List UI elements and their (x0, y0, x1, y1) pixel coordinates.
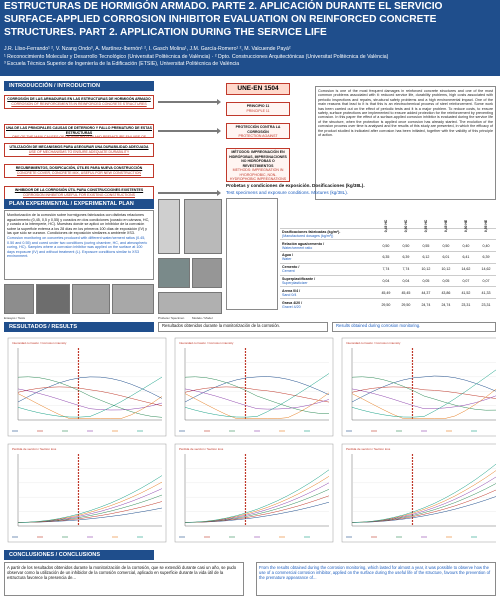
table-cell: 0,05 (436, 275, 456, 287)
intro-heading: INTRODUCCIÓN / INTRODUCTION (4, 81, 154, 91)
results-charts (4, 336, 496, 546)
table-cell: 0,50 (436, 240, 456, 252)
chart-title: Pérdida de sección / Section loss (12, 447, 57, 451)
table-cell: 0,04 (396, 275, 416, 287)
table-cell: 23,31 (476, 299, 496, 310)
table-row-label: Cemento / Cement (280, 263, 376, 275)
arrow-3 (158, 192, 218, 194)
table-cell: 0,50 (376, 240, 396, 252)
table-cell: 45,49 (376, 287, 396, 299)
table-cell: 0,07 (456, 275, 476, 287)
table-cell: 0,04 (376, 275, 396, 287)
principle-box (226, 102, 290, 116)
table-row (280, 263, 496, 275)
model-diagram (158, 292, 222, 314)
table-cell: 7,74 (376, 263, 396, 275)
table-cell: 0,07 (476, 275, 496, 287)
intro-box-1-es: CORROSIÓN DE LAS ARMADURAS EN LAS ESTRUCTURAS DE HORMIGÓN ARMADO (7, 97, 151, 101)
author-block (4, 46, 496, 69)
plan-text-es: Monitorización de la corrosión sobre hormigones fabricados con distintas relaciones agua/cemento (0,45, 0,5 y 0,55) y curados en dos condiciones (curado en cámara, HC, y curado a la intemperie, HC). Muestras donde se aplicó un inhibidor de la corrosión sobre la superficie externa a los 28 días en los primeros 100 días de exposición (IV) y las que sólo se curaron. Condiciones de exposición similares a ambiente XS3. (7, 213, 150, 236)
table-header-label (280, 198, 376, 228)
chart-panel (8, 338, 166, 436)
intro-box-3 (4, 143, 154, 157)
results-caption-es: Resultados obtenidos durante la monitorización de la corrosión. (158, 322, 328, 332)
principle-en: PRINCIPLE 11 (246, 108, 270, 113)
table-cell: 6,39 (476, 252, 496, 264)
table-header-row (280, 198, 496, 228)
sample-photo-1 (158, 258, 190, 288)
authors: J.R. Lliso-Ferrando¹ ², V. Nzang Ondo³, A. Martínez-Ibernón¹ ², I. Gasch Molina¹, J.M. García-Romero¹ ², M. Valcuende Payá² (4, 46, 291, 52)
table-cell: 24,74 (416, 299, 436, 310)
methods-es: MÉTODOS: IMPREGNACIÓN EN HIDRÓFOBAS, IMPREGNACIONES NO HIDRÓFOBAS O REVESTIMIENTOS (229, 150, 287, 168)
table-cell: 6,41 (456, 252, 476, 264)
chart-title: Intensidad corrosión / Corrosion intensity (346, 341, 401, 345)
intro-box-2-en: ONE OF THE MAIN CAUSES OF DETERIORATION AND PREMATURE FAILURE OF (12, 135, 146, 138)
table-row (280, 275, 496, 287)
chart-title: Pérdida de sección / Section loss (346, 447, 391, 451)
chart-panel (342, 338, 496, 436)
table-cell: 23,31 (456, 299, 476, 310)
table-row-label: Grava 4/20 / Gravel 4/20 (280, 299, 376, 310)
table-row (280, 252, 496, 264)
table-cell: 10,12 (416, 263, 436, 275)
table-row-label: Relación agua/cemento / Water/cement ratio (280, 240, 376, 252)
table-cell: 0,55 (416, 240, 436, 252)
plan-heading: PLAN EXPERIMENTAL / EXPERIMENTAL PLAN (4, 199, 154, 209)
conclusions-text-en: From the results obtained during the corrosion monitoring, which lasted for almost a year, it was possible to observe how the use of a commercial corrosion inhibitor, applied on the surface during the useful life of the structure, favours the prevention of the premature appearance of... (256, 562, 496, 596)
intro-box-1-en: CORROSION OF REINFORCEMENTS IN REINFORCED CONCRETE STRUCTURES (11, 101, 147, 106)
intro-box-4-en: CONCRETE COVER, CONCRETE MIX, USEFUL FOR NEW CONSTRUCTION (16, 170, 142, 175)
title-line-3: STRUCTURES. PART 2. APPLICATION DURING THE SERVICE LIFE (4, 27, 327, 38)
intro-box-5-es: INHIBIDOR DE LA CORROSIÓN ÚTIL PARA CONSTRUCCIONES EXISTENTES (14, 188, 144, 192)
table-cell: 6,39 (396, 252, 416, 264)
methods-box (226, 148, 290, 182)
table-col-header: 0,50 HE (463, 219, 468, 232)
photo-caption-2: Probeta / Specimen (158, 316, 185, 320)
table-title-en: Test specimens and exposure conditions. Mixtures (kg/38L). (226, 189, 349, 195)
lab-photo-2 (36, 284, 70, 314)
table-title (226, 183, 496, 196)
table-cell: 43,86 (436, 287, 456, 299)
table-side-box (226, 198, 278, 310)
table-cell: 10,12 (436, 263, 456, 275)
table-cell: 44,37 (416, 287, 436, 299)
intro-box-4-es: RECUBRIMIENTOS, DOSIFICACIÓN, ÚTILES PARA NUEVA CONSTRUCCIÓN (15, 166, 143, 170)
table-cell: 6,01 (436, 252, 456, 264)
intro-box-3-es: UTILIZACIÓN DE MECANISMOS PARA ASEGURAR UNA DURABILIDAD ADECUADA (9, 145, 149, 149)
principle-es: PRINCIPIO 11 (246, 104, 270, 108)
sample-photo-2 (192, 258, 222, 288)
affiliations: ¹ Reconocimiento Molecular y Desarrollo Tecnológico (Universitat Politècnica de València) · ² Dpto. Construcciones Arquitectónicas (Universitat Politècnica de València) (4, 53, 389, 60)
dosage-table (280, 198, 496, 310)
table-cell: 0,50 (396, 240, 416, 252)
table-cell: 14,62 (476, 263, 496, 275)
table-row-label: Dosificaciones fabricadas (kg/m³). (Manufactured dosages (kg/m³)) (280, 228, 376, 240)
table-col-header: 0,45 HC (383, 219, 388, 232)
photo-caption-1: Ensayos / Tests (4, 316, 25, 320)
plan-text-en: Corrosion monitoring on concretes produced with different water/cement ratios (0.45, 0.50 and 0.55) and cured under two conditions (curing chamber, HC, and atmospheric curing, HC). Samples where a corrosion inhibitor was applied on the surface at 100 days exposure (IV) and without treatment (L). Exposure conditions similar to XS3 environment. (7, 235, 148, 259)
intro-box-5-en: CORROSION INHIBITOR USEFUL FOR EXISTING CONSTRUCTIONS (22, 192, 135, 197)
protection-es: PROTECCIÓN CONTRA LA CORROSIÓN (235, 125, 281, 134)
table-col-header: 0,45 HE (443, 219, 448, 232)
table-col-header: 0,55 HC (423, 219, 428, 232)
table-col-header: 0,50 HC (403, 219, 408, 232)
intro-box-1 (4, 95, 154, 109)
table-row-label: Superplastificante / Superplasticizer (280, 275, 376, 287)
protection-en: PROTECTION AGAINST (238, 134, 278, 138)
table-cell: 45,45 (396, 287, 416, 299)
poster-title (4, 0, 496, 39)
chart-panel (175, 338, 333, 436)
lab-photo-3 (72, 284, 110, 314)
chart-title: Pérdida de sección / Section loss (179, 447, 224, 451)
title-line-2: SURFACE-APPLIED CORROSION INHIBITOR EVALUATION ON REINFORCED CONCRETE (4, 14, 437, 25)
table-cell: 6,12 (416, 252, 436, 264)
intro-box-4 (4, 164, 154, 178)
conclusions-heading: CONCLUSIONES / CONCLUSIONS (4, 550, 154, 560)
table-cell: 24,74 (436, 299, 456, 310)
arrow-1 (158, 101, 218, 103)
table-cell: 29,50 (396, 299, 416, 310)
table-cell: 0,40 (456, 240, 476, 252)
norm-badge: UNE-EN 1504 (226, 83, 290, 95)
table-cell: 7,74 (396, 263, 416, 275)
chart-title: Intensidad corrosión / Corrosion intensity (179, 341, 234, 345)
table-cell: 14,62 (456, 263, 476, 275)
lab-photo-1 (4, 284, 34, 314)
affiliations-2: ³ Escuela Técnica Superior de Ingeniería de la Edificación (ETSIE), Universitat Politècnica de València (4, 61, 240, 68)
table-row (280, 299, 496, 310)
table-cell: 29,50 (376, 299, 396, 310)
chart-panel (8, 444, 166, 542)
table-cell: 0,40 (476, 240, 496, 252)
specimen-diagram (158, 199, 180, 254)
results-caption-en: Results obtained during corrosion monitoring. (332, 322, 496, 332)
table-title-es: Probetas y condiciones de exposición. Dosificaciones (kg/38L). (226, 183, 365, 188)
table-row (280, 240, 496, 252)
table-cell: 6,35 (376, 252, 396, 264)
chart-title: Intensidad corrosión / Corrosion intensity (12, 341, 67, 345)
plan-paragraph (4, 210, 154, 280)
specimen-photo (184, 199, 222, 254)
lab-photo-4 (112, 284, 154, 314)
protection-box (226, 123, 290, 139)
conclusions-text-es: A partir de los resultados obtenidos durante la monitorización de la corrosión, que se extendió durante casi un año, se pudo observar como la utilización de un inhibidor de la corrosión comercial, aplicado en superficie durante la vida útil de la estructura favorece la presencia de... (4, 562, 244, 596)
table-col-header: 0,55 HE (483, 219, 488, 232)
table-row (280, 287, 496, 299)
photo-caption-3: Modelo / Model (192, 316, 213, 320)
methods-en: METHODS: IMPREGNATION IN HYDROPHOBIC, NON-HYDROPHOBIC IMPREGNATIONS (229, 168, 287, 181)
poster-header (0, 0, 500, 76)
table-row-label: Agua / Water (280, 252, 376, 264)
intro-paragraph: Corrosion is one of the most frequent damages in reinforced concrete structures and one of the most common problems associated with it: reduced service life, durability problems, high costs associated with periodic inspections and repairs, structural safety problems and a high environmental impact. One of the main reasons that lead to it is that this is an electrochemical process of steel reinforcement. Some work has been carried out on the effect of periodic tests and it is a major problem. To reduce costs, to ensure safety, surface protections are implemented to ensure added protection for the reinforcement by preventing corrosion. In this paper the effect of a surface-applied corrosion inhibitor is evaluated during the service life of the structure, when the protection is applied once corrosion has already started. The evolution of the corrosion process over time is analysed and the results of this study are presented, in which the efficacy of the product studied is indicated after corrosion has been initiated, together with the validity of this principle of action. (315, 86, 496, 200)
table-row-label: Arena 0/4 / Sand 0/4 (280, 287, 376, 299)
intro-box-3-en: USE OF MECHANISMS TO ENSURE ADEQUATE DURABILITY (28, 149, 130, 154)
table-cell: 41,33 (476, 287, 496, 299)
intro-box-2 (4, 124, 154, 138)
table-cell: 0,05 (416, 275, 436, 287)
chart-panel (342, 444, 496, 542)
results-heading: RESULTADOS / RESULTS (4, 322, 154, 332)
intro-box-5 (4, 186, 154, 200)
intro-box-2-es: UNA DE LAS PRINCIPALES CAUSAS DE DETERIORO Y FALLO PREMATURO DE ESTAS ESTRUCTURAS (6, 126, 152, 135)
table-cell: 41,52 (456, 287, 476, 299)
arrow-2 (158, 130, 218, 132)
title-line-1: ESTRUCTURAS DE HORMIGÓN ARMADO. PARTE 2. APLICACIÓN DURANTE EL SERVICIO (4, 1, 443, 12)
